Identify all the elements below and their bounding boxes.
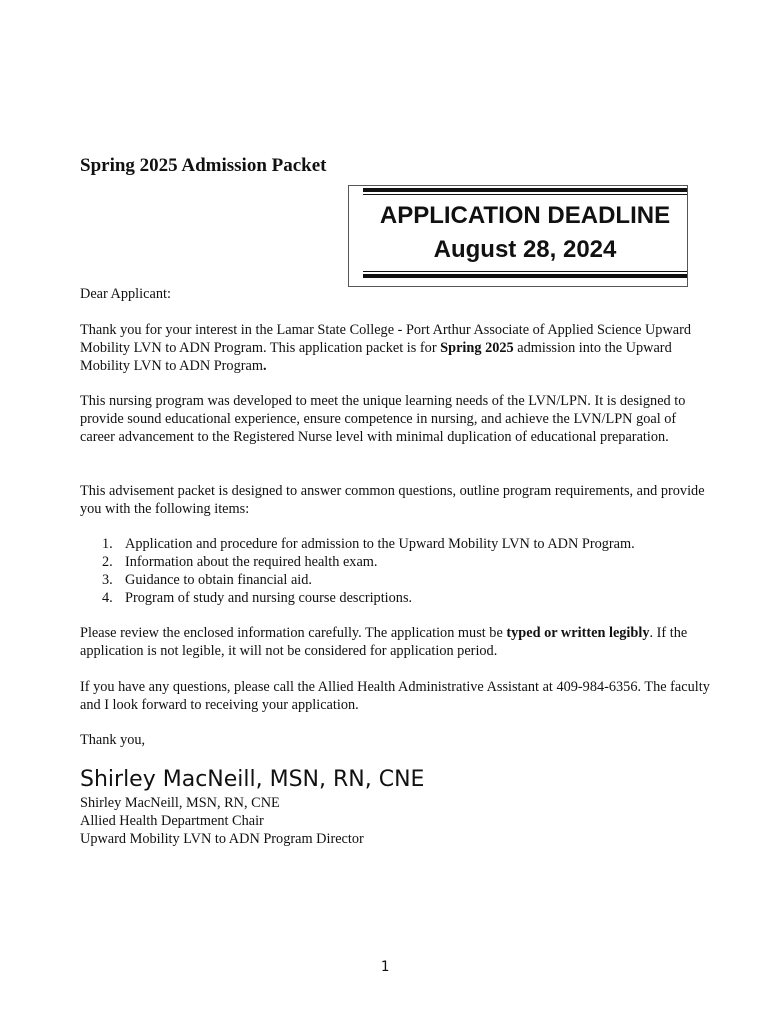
list-item-number: 3.: [102, 572, 113, 588]
program-description-paragraph: This nursing program was developed to meet the unique learning needs of the LVN/LPN. It is designed to provide sound educational experience, ensure competence in nursing, and achieve the LVN/LPN goal of career advancement to the Registered Nurse level with minimal duplication of educational preparation.: [80, 393, 686, 445]
intro-text-end: admission into the Upward Mobility LVN to ADN Program: [80, 340, 672, 374]
intro-paragraph: [80, 321, 710, 375]
deadline-date: August 28, 2024: [433, 236, 617, 263]
deadline-heading: APPLICATION DEADLINE: [379, 202, 671, 229]
review-instructions-paragraph: [80, 624, 710, 660]
list-item: [80, 589, 710, 607]
packet-description-paragraph: This advisement packet is designed to answer common questions, outline program requirements, and provide you with the following items:: [80, 483, 705, 517]
signer-title: Allied Health Department Chair: [80, 813, 264, 829]
page-number: 1: [380, 959, 390, 975]
review-emphasis: typed or written legibly: [506, 625, 650, 641]
signer-name: Shirley MacNeill, MSN, RN, CNE: [80, 795, 280, 811]
list-item-text: Information about the required health exam.: [125, 554, 378, 570]
deadline-rule-top-thin: [363, 194, 687, 195]
page-title: Spring 2025 Admission Packet: [80, 155, 327, 176]
packet-items-list: [80, 535, 710, 607]
letter-closing: Thank you,: [80, 732, 146, 748]
signer-block: [80, 794, 364, 848]
contact-paragraph: If you have any questions, please call the Allied Health Administrative Assistant at 409-984-6356. The faculty and I look forward to receiving your application.: [80, 679, 710, 713]
deadline-rule-top: [363, 188, 687, 192]
review-text-start: Please review the enclosed information carefully. The application must be: [80, 625, 507, 641]
list-item-text: Program of study and nursing course descriptions.: [125, 590, 413, 606]
list-item: [80, 571, 710, 589]
deadline-rule-bottom: [363, 274, 687, 278]
list-item-number: 2.: [102, 554, 113, 570]
signature: Shirley MacNeill, MSN, RN, CNE: [80, 767, 425, 792]
list-item-number: 4.: [102, 590, 113, 606]
list-item-text: Application and procedure for admission to the Upward Mobility LVN to ADN Program.: [125, 536, 635, 552]
review-text-end: . If the application is not legible, it will not be considered for application period.: [80, 625, 688, 659]
list-item-number: 1.: [102, 536, 113, 552]
list-item: [80, 553, 710, 571]
deadline-rule-bottom-thin: [363, 271, 687, 272]
intro-period: .: [262, 358, 267, 374]
signer-role: Upward Mobility LVN to ADN Program Director: [80, 831, 364, 847]
deadline-box: [348, 185, 688, 287]
letter-greeting: Dear Applicant:: [80, 286, 171, 302]
intro-text-start: Thank you for your interest in the Lamar State College - Port Arthur Associate of Applied Science Upward Mobility LVN to ADN Program. This application packet is for: [80, 322, 692, 356]
list-item: [80, 535, 710, 553]
list-item-text: Guidance to obtain financial aid.: [125, 572, 312, 588]
intro-term: Spring 2025: [440, 340, 514, 356]
